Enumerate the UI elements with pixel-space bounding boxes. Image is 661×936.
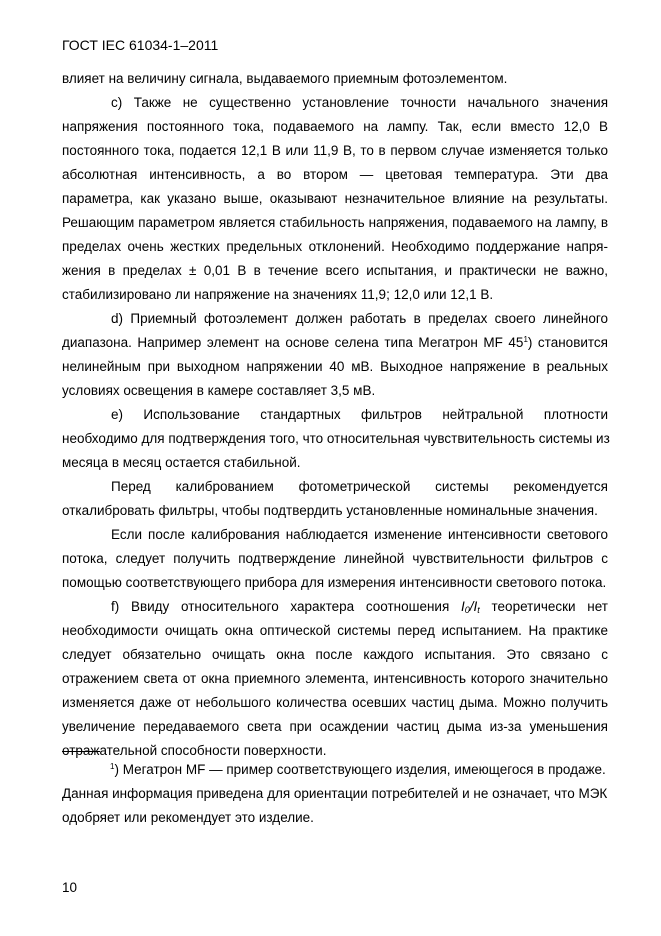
slash: / — [469, 599, 474, 614]
text-fragment: диапазона. Например элемент на основе селена типа Мегатрон MF 45 — [62, 335, 524, 350]
paragraph-start: Перед калиброванием фотометрической системы рекомендуется — [111, 479, 608, 494]
text-line: нелинейным при выходном напряжении 40 мВ. Выходное напряжение в реальных — [62, 359, 608, 374]
text-line: напряжения постоянного тока, подаваемого на лампу. Так, если вместо 12,0 В — [62, 119, 608, 134]
text-line: отражательной способности поверхности. — [62, 743, 327, 758]
text-line: откалибровать фильтры, чтобы подтвердить установленные номинальные значения. — [62, 503, 598, 518]
page-number: 10 — [62, 880, 78, 895]
text-line: следует обязательно очищать окна после каждого испытания. Это связано с — [62, 647, 608, 662]
footnote-line — [110, 762, 606, 778]
footnote-text: ) Мегатрон MF — пример соответствующего изделия, имеющегося в продаже. — [114, 762, 606, 777]
paragraph-f-start — [111, 599, 608, 618]
text-fragment: ) становится — [527, 335, 608, 350]
text-line: стабилизировано ли напряжение на значениях 11,9; 12,0 или 12,1 В. — [62, 287, 494, 302]
document-header: ГОСТ IEC 61034-1–2011 — [62, 37, 219, 53]
text-line: потока, следует получить подтверждение линейной чувствительности фильтров с — [62, 551, 608, 566]
footnote-line: одобряет или рекомендует это изделие. — [62, 810, 314, 825]
subscript-zero: 0 — [464, 605, 470, 615]
text-line: условиях освещения в камере составляет 3,5 мВ. — [62, 383, 376, 398]
footnote-mark: 1 — [110, 762, 115, 771]
text-line-with-footnote-ref — [62, 335, 608, 351]
text-line: изменяется даже от небольшого количества осевших частиц дыма. Можно получить — [62, 695, 608, 710]
paragraph-c-start: c) Также не существенно установление точности начального значения — [111, 95, 608, 110]
symbol-i: I — [460, 599, 465, 614]
text-line: жения в пределах ± 0,01 В в течение всего испытания, и практически не важно, — [62, 263, 608, 278]
text-fragment: теоретически нет — [491, 599, 608, 614]
text-line: параметра, как указано выше, оказывают незначительное влияние на результаты. — [62, 191, 608, 206]
text-line: необходимости очищать окна оптической системы перед испытанием. На практике — [62, 623, 608, 638]
paragraph-e-start: e) Использование стандартных фильтров нейтральной плотности — [111, 407, 608, 422]
text-line: Решающим параметром является стабильность напряжения, подаваемого на лампу, в — [62, 215, 608, 230]
text-line: влияет на величину сигнала, выдаваемого приемным фотоэлементом. — [62, 71, 508, 86]
formula-ratio — [461, 599, 480, 614]
text-line: увеличение передаваемого света при осаждении частиц дыма из-за уменьшения — [62, 719, 608, 734]
footnote-reference: 1 — [523, 335, 528, 344]
text-fragment: f) Ввиду относительного характера соотношения — [111, 599, 450, 614]
text-line: месяца в месяц остается стабильной. — [62, 455, 301, 470]
text-line: пределах очень жестких предельных отклонений. Необходимо поддержание напря- — [62, 239, 608, 254]
paragraph-start: Если после калибрования наблюдается изменение интенсивности светового — [111, 527, 608, 542]
footnote-line: Данная информация приведена для ориентации потребителей и не означает, что МЭК — [62, 786, 608, 801]
text-line: отражением света от окна приемного элемента, интенсивность которого значительно — [62, 671, 608, 686]
subscript-t: t — [477, 605, 480, 615]
text-line: абсолютная интенсивность, а во втором — цветовая температура. Эти два — [62, 167, 608, 182]
footnote-separator — [62, 751, 100, 752]
symbol-i: I — [473, 599, 478, 614]
text-line: помощью соответствующего прибора для измерения интенсивности светового потока. — [62, 575, 607, 590]
text-line: постоянного тока, подается 12,1 В или 11,9 В, то в первом случае изменяется только — [62, 143, 608, 158]
paragraph-d-start: d) Приемный фотоэлемент должен работать в пределах своего линейного — [111, 311, 608, 326]
text-line: необходимо для подтверждения того, что относительная чувствительность системы из — [62, 431, 610, 446]
